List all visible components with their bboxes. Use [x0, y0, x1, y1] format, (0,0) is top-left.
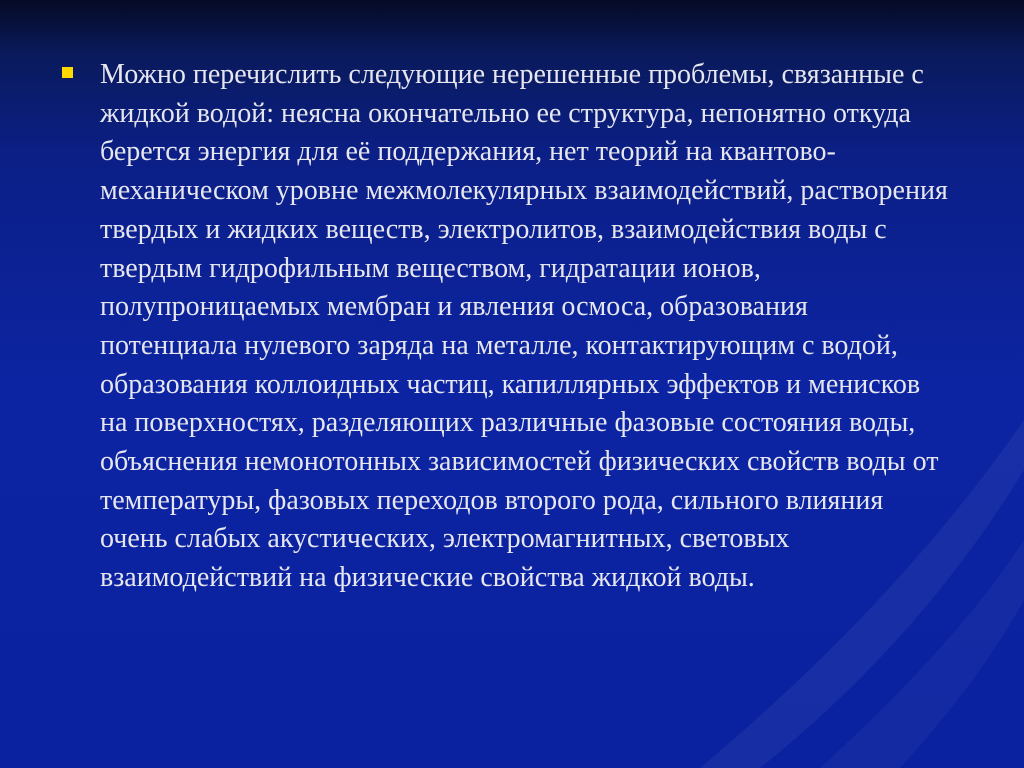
square-bullet-icon	[62, 67, 73, 78]
bullet-text: Можно перечислить следующие нерешенные проблемы, связанные с жидкой водой: неясна окончательно ее структура, непонятно откуда берется энергия для её поддержания, нет теорий на квантово-механическом уровне межмолекулярных взаимодействий, растворения твердых и жидких веществ, электролитов, взаимодействия воды с твердым гидрофильным веществом, гидратации ионов, полупроницаемых мембран и явления осмоса, образования потенциала нулевого заряда на металле, контактирующим с водой, образования коллоидных частиц, капиллярных эффектов и менисков на поверхностях, разделяющих различные фазовые состояния воды, объяснения немонотонных зависимостей физических свойств воды от температуры, фазовых переходов второго рода, сильного влияния очень слабых акустических, электромагнитных, световых взаимодействий на физические свойства жидкой воды.	[100, 59, 948, 594]
